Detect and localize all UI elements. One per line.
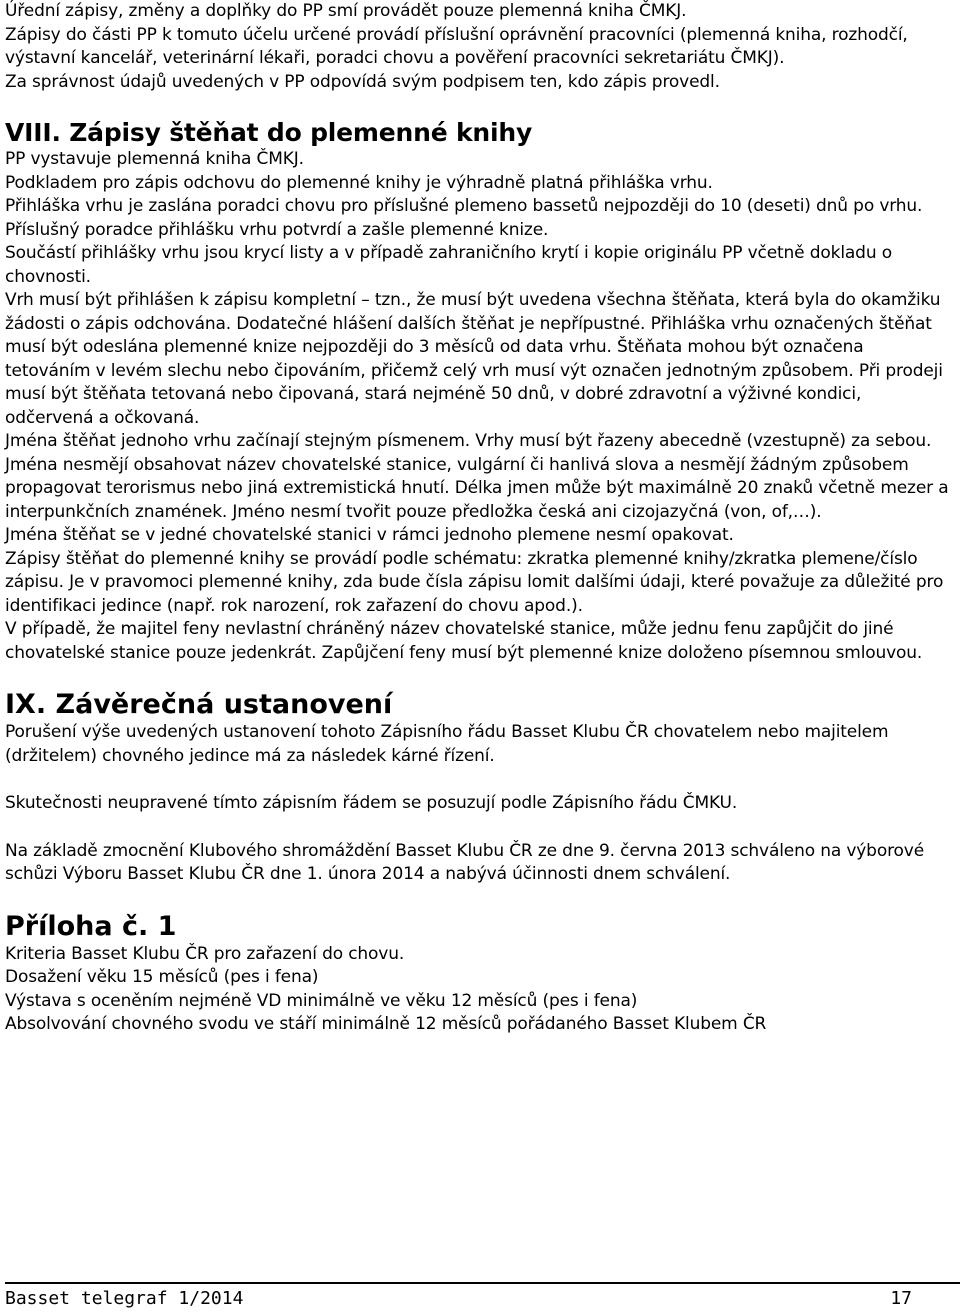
appendix-1: [5, 911, 950, 1037]
section-8-paragraph: Přihláška vrhu je zaslána poradci chovu pro příslušné plemeno bassetů nejpozději do 10 (deseti) dnů po vrhu. Příslušný poradce přihlášku vrhu potvrdí a zašle plemenné knize.: [5, 196, 923, 240]
appendix-line: Absolvování chovného svodu ve stáří minimálně 12 měsíců pořádaného Basset Klubem ČR: [5, 1014, 767, 1034]
appendix-line: Kriteria Basset Klubu ČR pro zařazení do chovu.: [5, 943, 405, 964]
intro-block: [5, 0, 950, 94]
intro-paragraph-3: Za správnost údajů uvedených v PP odpovídá svým podpisem ten, kdo zápis provedl.: [5, 71, 720, 92]
section-8: [5, 118, 950, 665]
section-8-heading: VIII. Zápisy štěňat do plemenné knihy: [5, 118, 533, 147]
section-9-paragraph-1: Porušení výše uvedených ustanovení tohoto Zápisního řádu Basset Klubu ČR chovatelem nebo majitelem (držitelem) chovného jedince má za následek kárné řízení.: [5, 722, 889, 766]
appendix-line: Dosažení věku 15 měsíců (pes i fena): [5, 967, 319, 987]
document-page: [5, 0, 950, 1037]
section-8-paragraph: Jména štěňat se v jedné chovatelské stanici v rámci jednoho plemene nesmí opakovat.: [5, 525, 734, 545]
section-8-paragraph: Jména štěňat jednoho vrhu začínají stejným písmenem. Vrhy musí být řazeny abecedně (vzestupně) za sebou. Jména nesmějí obsahovat název chovatelské stanice, vulgární či hanlivá slova a nesmějí žádným způsobem propagovat terorismus nebo jiná extremistická hnutí. Délka jmen může být maximálně 20 znaků včetně mezer a interpunkčních znamének. Jméno nesmí tvořit pouze předložka česká ani cizojazyčná (von, of,…).: [5, 431, 949, 522]
page-footer: [5, 1282, 960, 1314]
section-8-paragraph: Zápisy štěňat do plemenné knihy se provádí podle schématu: zkratka plemenné knihy/zkratka plemene/číslo zápisu. Je v pravomoci plemenné knihy, zda bude čísla zápisu lomit dalšími údaji, které považuje za důležité pro identifikaci jedince (např. rok narození, rok zařazení do chovu apod.).: [5, 548, 944, 616]
appendix-line: Výstava s oceněním nejméně VD minimálně ve věku 12 měsíců (pes i fena): [5, 990, 638, 1011]
intro-paragraph-1: Úřední zápisy, změny a doplňky do PP smí provádět pouze plemenná kniha ČMKJ.: [5, 1, 687, 21]
section-8-paragraph: PP vystavuje plemenná kniha ČMKJ.: [5, 149, 304, 169]
page-number: 17: [890, 1288, 912, 1309]
section-8-paragraph: Vrh musí být přihlášen k zápisu kompletní – tzn., že musí být uvedena všechna štěňata, která byla do okamžiku žádosti o zápis odchována. Dodatečné hlášení dalších štěňat je nepřípustné. Přihláška vrhu označených štěňat musí být odeslána plemenné knize nejpozději do 3 měsíců od data vrhu. Štěňata mohou být označena tetováním v levém slechu nebo čipováním, přičemž celý vrh musí výt označen jednotným způsobem. Při prodeji musí být štěňata tetovaná nebo čipovaná, stará nejméně 50 dnů, v dobré zdravotní a výživné kondici, odčervená a očkovaná.: [5, 290, 943, 428]
intro-paragraph-2: Zápisy do části PP k tomuto účelu určené provádí příslušní oprávnění pracovníci (plemenná kniha, rozhodčí, výstavní kancelář, veterinární lékaři, poradci chovu a pověření pracovníci sekretariátu ČMKJ).: [5, 24, 908, 68]
section-9-paragraph-2: Skutečnosti neupravené tímto zápisním řádem se posuzují podle Zápisního řádu ČMKU.: [5, 793, 738, 813]
publication-name: Basset telegraf 1/2014: [5, 1288, 244, 1309]
section-9-heading: IX. Závěrečná ustanovení: [5, 689, 393, 720]
section-9-paragraph-3: Na základě zmocnění Klubového shromáždění Basset Klubu ČR ze dne 9. června 2013 schváleno na výborové schůzi Výboru Basset Klubu ČR dne 1. února 2014 a nabývá účinnosti dnem schválení.: [5, 840, 925, 884]
section-8-paragraph: Podkladem pro zápis odchovu do plemenné knihy je výhradně platná přihláška vrhu.: [5, 172, 713, 193]
appendix-heading: Příloha č. 1: [5, 910, 177, 942]
section-8-paragraph: V případě, že majitel feny nevlastní chráněný název chovatelské stanice, může jednu fenu zapůjčit do jiné chovatelské stanice pouze jedenkrát. Zapůjčení feny musí být plemenné knize doloženo písemnou smlouvou.: [5, 619, 923, 663]
section-8-paragraph: Součástí přihlášky vrhu jsou krycí listy a v případě zahraničního krytí i kopie originálu PP včetně dokladu o chovnosti.: [5, 243, 892, 287]
section-9: [5, 689, 950, 887]
